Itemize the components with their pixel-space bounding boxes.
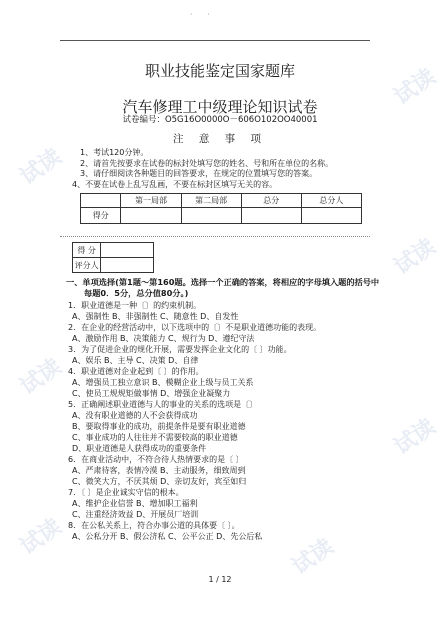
question-options: A、增强员工独立意识 B、模糊企业上级与员工关系 — [72, 378, 254, 387]
score-table-header: 第二局部 — [181, 194, 241, 208]
grader-score-label: 得 分 — [73, 243, 101, 258]
question-options: A、严肃待客，表情冷漠 B、主动服务，细致周到 — [72, 466, 246, 475]
score-table-header: 总分人 — [301, 194, 361, 208]
watermark: 试读 — [287, 534, 339, 581]
question-options: A、娱乐 B、主导 C、决策 D、自律 — [72, 356, 199, 365]
grader-table — [72, 242, 154, 273]
question-options: A、维护企业信誉 B、增加职工福利 — [72, 499, 198, 508]
watermark: 试读 — [15, 514, 67, 561]
question-stem: 6．在商业活动中，不符合待人热情要求的是〔 〕 — [68, 455, 244, 464]
section-divider — [60, 236, 370, 237]
question-list — [68, 300, 388, 542]
grader-score-cell[interactable] — [101, 243, 154, 258]
question-stem: 7．〔 〕是企业诚实守信的根本。 — [68, 488, 184, 497]
watermark: 试读 — [15, 354, 67, 401]
section-line: 每题0．5分，总分值80分。) — [84, 288, 189, 298]
watermark: 试读 — [15, 144, 67, 191]
question-stem: 1．职业道德是一种〔〕的约束机制。 — [68, 301, 202, 310]
question-stem: 4．职业道德对企业起到〔 〕的作用。 — [68, 367, 204, 376]
page-number: 1 / 12 — [208, 575, 232, 584]
score-table-header: 第一局部 — [121, 194, 181, 208]
question-options: C、使员工规规矩做事情 D、增强企业凝聚力 — [72, 389, 231, 398]
exam-code: 试卷编号：O5G16O0000O－606O102OO40001 — [122, 115, 318, 125]
score-table — [80, 193, 362, 224]
grader-label: 评分人 — [73, 258, 101, 273]
question-options: D、职业道德是人获得成功的重要条件 — [72, 444, 207, 453]
question-options: A、没有职业道德的人不会获得成功 — [72, 411, 198, 420]
question-stem: 3．为了促进企业的规化开展，需要发挥企业文化的〔 〕功能。 — [68, 345, 292, 354]
score-cell[interactable] — [301, 208, 361, 224]
question-stem: 8．在公私关系上，符合办事公道的具体要〔 〕。 — [68, 521, 240, 530]
question-stem: 2．在企业的经营活动中，以下选项中的〔〕不是职业道德功能的表现。 — [68, 323, 322, 332]
question-options: A、强制性 B、非强制性 C、随意性 D、自发性 — [72, 312, 239, 321]
question-options: C、微笑大方，不厌其烦 D、亲切友好，宾至如归 — [72, 477, 247, 486]
header-rule — [60, 40, 370, 41]
notice-list — [72, 148, 334, 190]
score-table-header — [81, 194, 121, 208]
score-cell[interactable] — [121, 208, 181, 224]
section-line: 一、单项选择(第1题～第160题。选择一个正确的答案，将相应的字母填入题的括号中 — [66, 277, 380, 287]
question-options: A、激励作用 B、决策能力 C、规行为 D、遵纪守法 — [72, 334, 255, 343]
question-options: C、事业成功的人往往并不需要较高的职业道德 — [72, 433, 238, 442]
watermark: 试读 — [389, 414, 440, 461]
score-cell[interactable] — [241, 208, 301, 224]
header-dots: · · — [190, 10, 216, 19]
question-options: B、要取得事业的成功，前提条件是要有职业道德 — [72, 422, 246, 431]
notice-item: 2、请首先按要求在试卷的标封处填写您的姓名、号和所在单位的名称。 — [80, 158, 334, 168]
notice-item: 1、考试120分钟。 — [80, 148, 149, 157]
question-options: A、公私分开 B、假公济私 C、公平公正 D、先公后私 — [72, 532, 263, 541]
section-heading — [68, 277, 378, 299]
question-options: C、注重经济效益 D、开展员厂培训 — [72, 510, 199, 519]
score-table-header: 总分 — [241, 194, 301, 208]
notice-title: 注 意 事 项 — [172, 133, 267, 145]
question-stem: 5．正确阐述职业道德与人的事业的关系的选项是〔〕 — [68, 400, 258, 409]
score-cell[interactable] — [181, 208, 241, 224]
watermark: 试读 — [389, 234, 440, 281]
grader-cell[interactable] — [101, 258, 154, 273]
watermark: 试读 — [389, 64, 440, 111]
notice-item: 3、请仔细阅读各种题目的回答要求，在规定的位置填写您的答案。 — [80, 169, 318, 179]
score-row-label: 得分 — [81, 208, 121, 224]
exam-subtitle: 汽车修理工中级理论知识试卷 — [122, 98, 318, 116]
notice-item: 4、不要在试卷上乱写乱画，不要在标封区填写无关的容。 — [72, 179, 278, 189]
page-title: 职业技能鉴定国家题库 — [144, 62, 295, 80]
